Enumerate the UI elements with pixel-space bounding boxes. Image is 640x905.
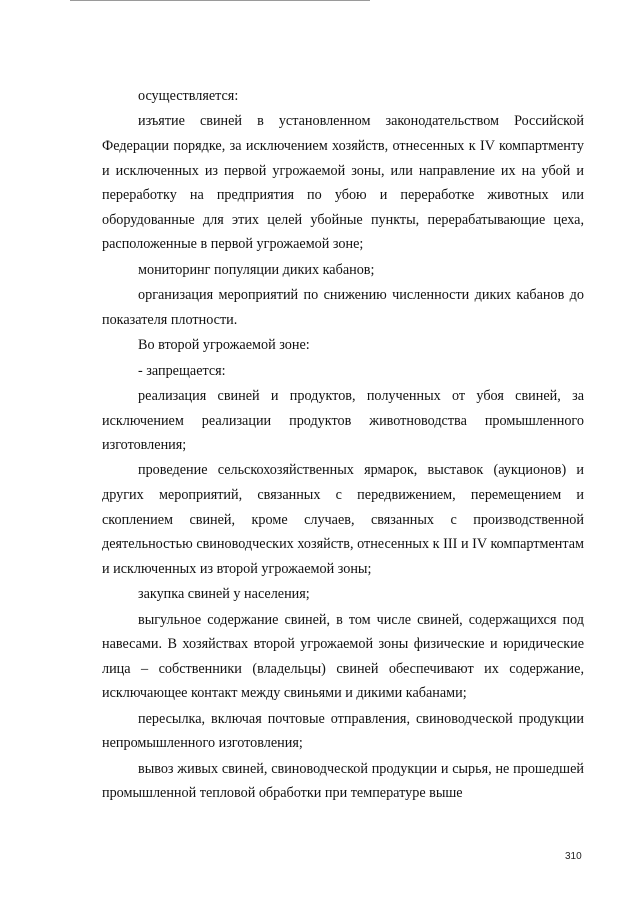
paragraph-2: изъятие свиней в установленном законодательством Российской Федерации порядке, за исключением хозяйств, отнесенных к IV компартменту и исключенных из первой угрожаемой зоны, или направление их на убой и переработку на предприятия по убою и переработке животных или оборудованные для этих целей убойные пункты, перерабатывающие цеха, расположенные в первой угрожаемой зоне; [102,113,584,253]
paragraph-8: проведение сельскохозяйственных ярмарок, выставок (аукционов) и других мероприятий, связанных с передвижением, перемещением и скоплением свиней, кроме случаев, связанных с производственной деятельностью свиноводческих хозяйств, отнесенных к III и IV компартментам и исключенных из второй угрожаемой зоны; [102,462,584,577]
paragraph-9: закупка свиней у населения; [138,586,310,603]
paragraph-7: реализация свиней и продуктов, полученных от убоя свиней, за исключением реализации продуктов животноводства промышленного изготовления; [102,387,584,454]
paragraph-1: осуществляется: [138,88,239,104]
paragraph-3: мониторинг популяции диких кабанов; [138,261,375,278]
paragraph-6: - запрещается: [138,362,226,379]
paragraph-10: выгульное содержание свиней, в том числе свиней, содержащихся под навесами. В хозяйствах второй угрожаемой зоны физические и юридические лица – собственники (владельцы) свиней обеспечивают их содержание, исключающее контакт между свиньями и дикими кабанами; [102,611,584,702]
scan-top-edge-line [70,0,370,1]
paragraph-12: вывоз живых свиней, свиноводческой продукции и сырья, не прошедшей промышленной тепловой обработки при температуре выше [102,760,584,802]
paragraph-5: Во второй угрожаемой зоне: [138,337,310,354]
document-body [102,84,584,806]
page-number: 310 [565,851,582,862]
paragraph-4: организация мероприятий по снижению численности диких кабанов до показателя плотности. [102,287,584,328]
paragraph-11: пересылка, включая почтовые отправления, свиноводческой продукции непромышленного изготовления; [102,710,584,752]
